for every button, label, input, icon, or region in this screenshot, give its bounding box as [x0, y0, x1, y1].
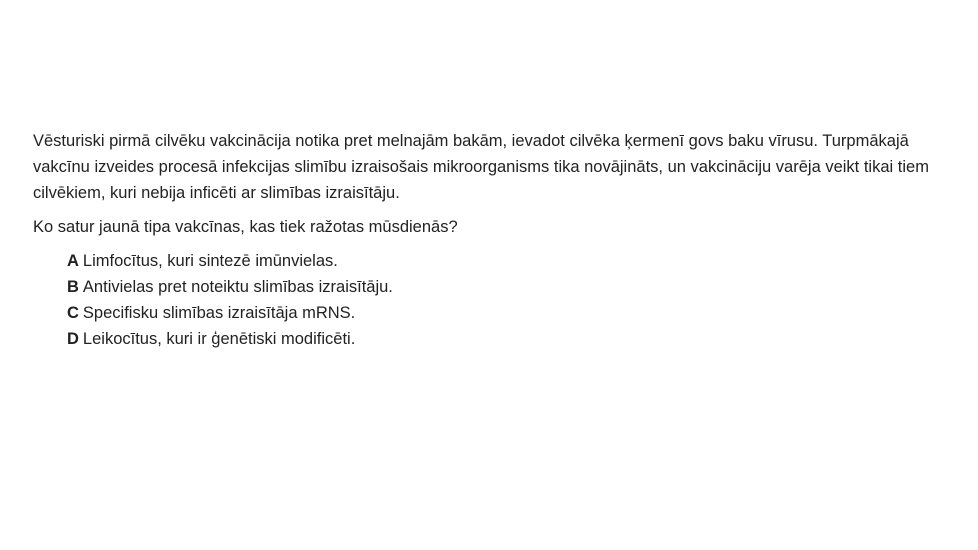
option-text: Limfocītus, kuri sintezē imūnvielas.	[82, 252, 338, 270]
answer-option-c[interactable]	[67, 300, 958, 326]
option-text: Antivielas pret noteiktu slimības izraisītāju.	[82, 278, 393, 296]
question-intro: Vēsturiski pirmā cilvēku vakcinācija notika pret melnajām bakām, ievadot cilvēka ķermenī govs baku vīrusu. Turpmākajā vakcīnu izveides procesā infekcijas slimību izraisošais mikroorganisms tika novājināts, un vakcināciju varēja veikt tikai tiem cilvēkiem, kuri nebija inficēti ar slimības izraisītāju.	[33, 132, 929, 202]
option-letter: D	[67, 330, 79, 348]
answer-option-a[interactable]	[67, 248, 958, 274]
option-letter: A	[67, 252, 79, 270]
option-letter: B	[67, 278, 79, 296]
option-text: Specifisku slimības izraisītāja mRNS.	[82, 304, 356, 322]
option-text: Leikocītus, kuri ir ģenētiski modificēti.	[82, 330, 356, 348]
question-prompt: Ko satur jaunā tipa vakcīnas, kas tiek ražotas mūsdienās?	[33, 218, 458, 236]
option-letter: C	[67, 304, 79, 322]
answer-options	[33, 248, 958, 352]
answer-option-b[interactable]	[67, 274, 958, 300]
question-block	[33, 128, 958, 352]
answer-option-d[interactable]	[67, 326, 958, 352]
